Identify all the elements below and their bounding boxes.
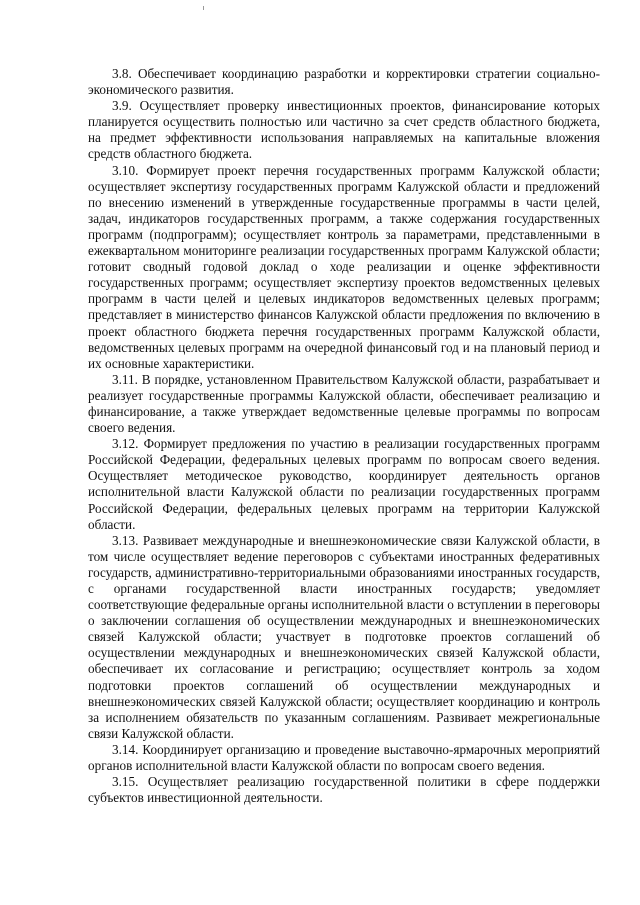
paragraph-3-13: 3.13. Развивает международные и внешнеэкономические связи Калужской области, в том числе осуществляет ведение переговоров с субъектами иностранных федеративных государств, административно-территориальными образованиями иностранных государств, с органами государственной власти иностранных государств; уведомляет соответствующие федеральные органы исполнительной власти о вступлении в переговоры о заключении соглашения об осуществлении международных и внешнеэкономических связей Калужской области; участвует в подготовке проектов соглашений об осуществлении международных и внешнеэкономических связей Калужской области, обеспечивает их согласование и регистрацию; осуществляет контроль за ходом подготовки проектов соглашений об осуществлении международных и внешнеэкономических связей Калужской области; осуществляет координацию и контроль за исполнением обязательств по указанным соглашениям. Развивает межрегиональные связи Калужской области. [88,532,600,741]
document-page [88,66,600,806]
paragraph-3-15: 3.15. Осуществляет реализацию государственной политики в сфере поддержки субъектов инвестиционной деятельности. [88,774,600,806]
scan-mark [203,6,204,10]
paragraph-3-12: 3.12. Формирует предложения по участию в реализации государственных программ Российской Федерации, федеральных целевых программ по вопросам своего ведения. Осуществляет методическое руководство, координирует деятельность органов исполнительной власти Калужской области по реализации государственных программ Российской Федерации, федеральных целевых программ на территории Калужской области. [88,436,600,532]
paragraph-3-14: 3.14. Координирует организацию и проведение выставочно-ярмарочных мероприятий органов исполнительной власти Калужской области по вопросам своего ведения. [88,741,600,774]
paragraph-3-8: 3.8. Обеспечивает координацию разработки и корректировки стратегии социально-экономического развития. [88,66,600,98]
paragraph-3-11: 3.11. В порядке, установленном Правительством Калужской области, разрабатывает и реализует государственные программы Калужской области, обеспечивает реализацию и финансирование, а также утверждает ведомственные целевые программы по вопросам своего ведения. [88,371,600,436]
paragraph-3-10: 3.10. Формирует проект перечня государственных программ Калужской области; осуществляет экспертизу государственных программ Калужской области и предложений по внесению изменений в утвержденные государственные программы в части целей, задач, индикаторов государственных программ, а также содержания государственных программ (подпрограмм); осуществляет контроль за параметрами, представленными в ежеквартальном мониторинге реализации государственных программ Калужской области; готовит сводный годовой доклад о ходе реализации и оценке эффективности государственных программ; осуществляет экспертизу проектов ведомственных целевых программ в части целей и целевых индикаторов ведомственных целевых программ; представляет в министерство финансов Калужской области предложения по включению в проект областного бюджета перечня государственных программ Калужской области, ведомственных целевых программ на очередной финансовый год и на плановый период и их основные характеристики. [88,162,600,371]
paragraph-3-9: 3.9. Осуществляет проверку инвестиционных проектов, финансирование которых планируется осуществить полностью или частично за счет средств областного бюджета, на предмет эффективности использования направляемых на капитальные вложения средств областного бюджета. [88,98,600,162]
